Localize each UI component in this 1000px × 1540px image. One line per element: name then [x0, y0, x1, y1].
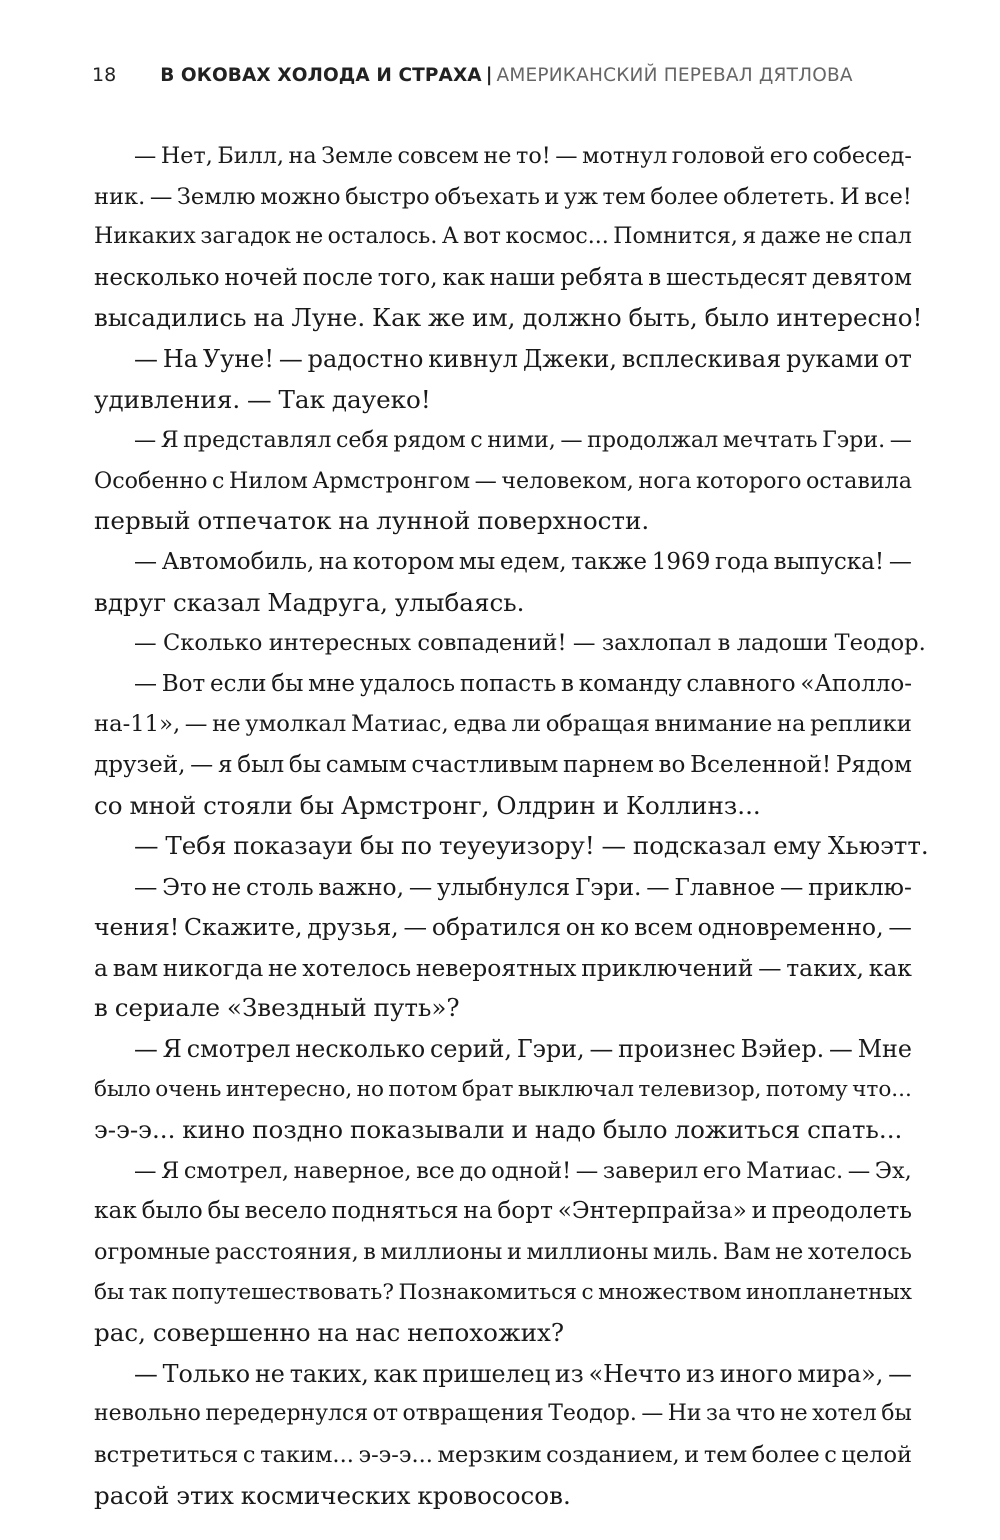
text-line: невольно передернулся от отвращения Теодор. — Ни за что не хотел бы — [94, 1401, 912, 1427]
text-line: — Я представлял себя рядом с ними, — продолжал мечтать Гэри. — — [134, 427, 912, 454]
text-line: расой этих космических кровососов. — [94, 1480, 571, 1510]
text-line: Особенно с Нилом Армстронгом — человеком, нога которого оставила — [94, 467, 912, 494]
text-line: ник. — Землю можно быстро объехать и уж тем более облететь. И все! — [94, 183, 912, 210]
text-line: — Автомобиль, на котором мы едем, также 1969 года выпуска! — — [134, 548, 912, 575]
body-text — [94, 136, 929, 1516]
text-line: — Сколько интересных совпадений! — захлопал в ладоши Теодор. — [134, 630, 926, 657]
text-line: как было бы весело подняться на борт «Энтерпрайза» и преодолеть — [94, 1197, 912, 1225]
text-line: — Я смотрел, наверное, все до одной! — заверил его Матиас. — Эх, — [134, 1157, 912, 1184]
text-line: а вам никогда не хотелось невероятных приключений — таких, как — [94, 953, 912, 982]
book-title: В ОКОВАХ ХОЛОДА И СТРАХА — [160, 65, 482, 86]
text-line: — На Ууне! — радостно кивнул Джеки, всплескивая руками от — [134, 344, 912, 373]
text-line: — Только не таких, как пришелец из «Нечто из иного мира», — — [134, 1359, 912, 1388]
text-line: первый отпечаток на лунной поверхности. — [94, 506, 650, 536]
text-line: Никаких загадок не осталось. А вот космос... Помнится, я даже не спал — [94, 224, 912, 250]
text-line: — Тебя показауи бы по теуеуизору! — подсказал ему Хьюэтт. — [134, 831, 929, 861]
page-number: 18 — [92, 64, 117, 86]
header-separator: | — [485, 65, 493, 86]
text-line: было очень интересно, но потом брат выключал телевизор, потому что... — [94, 1076, 912, 1102]
text-line: э-э-э... кино поздно показывали и надо было ложиться спать... — [94, 1115, 903, 1145]
text-line: несколько ночей после того, как наши ребята в шестьдесят девятом — [94, 264, 912, 291]
text-line: со мной стояли бы Армстронг, Олдрин и Коллинз... — [94, 790, 761, 820]
text-line: высадились на Луне. Как же им, должно быть, было интересно! — [94, 303, 923, 333]
text-line: рас, совершенно на нас непохожих? — [94, 1318, 565, 1348]
text-line: встретиться с таким... э-э-э... мерзким созданием, и тем более с целой — [94, 1442, 912, 1468]
text-line: — Я смотрел несколько серий, Гэри, — произнес Вэйер. — Мне — [134, 1035, 912, 1064]
text-line: на-11», — не умолкал Матиас, едва ли обращая внимание на реплики — [94, 711, 912, 738]
text-line: — Вот если бы мне удалось попасть в команду славного «Аполло- — [134, 670, 912, 697]
text-line: бы так попутешествовать? Познакомиться с множеством инопланетных — [94, 1279, 912, 1305]
text-line: — Это не столь важно, — улыбнулся Гэри. — Главное — приклю- — [134, 872, 912, 901]
text-line: удивления. — Так дауеко! — [94, 384, 431, 414]
text-line: друзей, — я был бы самым счастливым парнем во Вселенной! Рядом — [94, 751, 912, 778]
text-line: огромные расстояния, в миллионы и миллионы миль. Вам не хотелось — [94, 1239, 912, 1266]
text-line: в сериале «Звездный путь»? — [94, 993, 460, 1023]
chapter-title: АМЕРИКАНСКИЙ ПЕРЕВАЛ ДЯТЛОВА — [496, 65, 853, 86]
text-line: — Нет, Билл, на Земле совсем не то! — мотнул головой его собесед- — [134, 143, 912, 169]
running-header — [92, 64, 912, 96]
text-line: вдруг сказал Мадруга, улыбаясь. — [94, 587, 525, 617]
text-line: чения! Скажите, друзья, — обратился он ко всем одновременно, — — [94, 913, 912, 942]
